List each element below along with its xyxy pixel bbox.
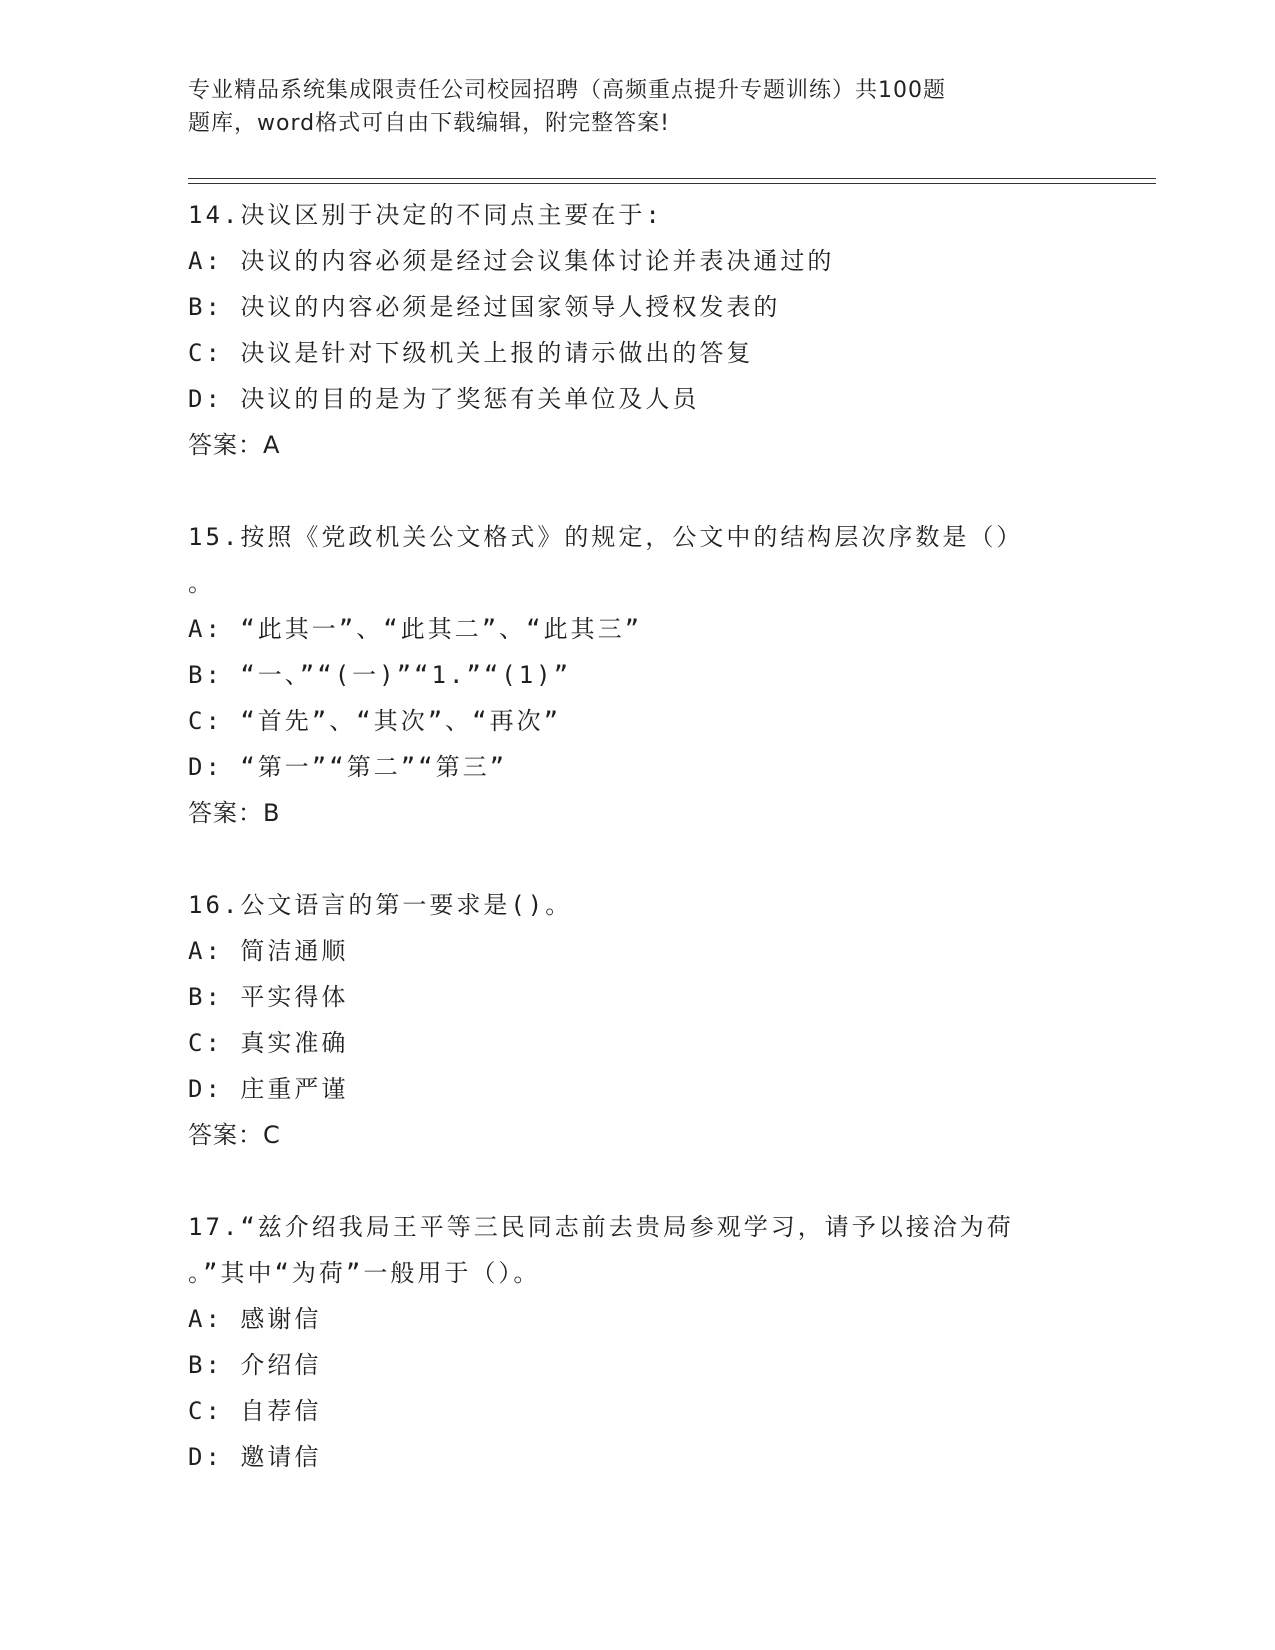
question-17 [188, 1204, 1088, 1480]
question-spacer [188, 836, 1088, 882]
option-c: C: 决议是针对下级机关上报的请示做出的答复 [188, 339, 754, 367]
option-d: D: 庄重严谨 [188, 1075, 349, 1103]
question-16 [188, 882, 1088, 1158]
option-b: B: 决议的内容必须是经过国家领导人授权发表的 [188, 293, 781, 321]
header-line-2: 题库，word格式可自由下载编辑，附完整答案! [188, 111, 670, 136]
option-d: D: “第一”“第二”“第三” [188, 753, 508, 781]
question-stem-continued: 。”其中“为荷”一般用于（）。 [188, 1259, 541, 1287]
question-list [188, 192, 1088, 1480]
option-a: A: 决议的内容必须是经过会议集体讨论并表决通过的 [188, 247, 835, 275]
option-c: C: 真实准确 [188, 1029, 349, 1057]
option-b: B: 介绍信 [188, 1351, 322, 1379]
option-c: C: 自荐信 [188, 1397, 322, 1425]
option-a: A: 感谢信 [188, 1305, 322, 1333]
question-spacer [188, 1158, 1088, 1204]
question-stem-continued: 。 [188, 569, 215, 597]
option-b: B: 平实得体 [188, 983, 349, 1011]
document-header [188, 74, 1068, 140]
answer-line: 答案：C [188, 1121, 281, 1149]
option-b: B: “一、”“(一)”“1.”“(1)” [188, 661, 572, 689]
question-stem: 14.决议区别于决定的不同点主要在于: [188, 201, 663, 229]
option-c: C: “首先”、“其次”、“再次” [188, 707, 562, 735]
option-a: A: “此其一”、“此其二”、“此其三” [188, 615, 643, 643]
header-line-1: 专业精品系统集成限责任公司校园招聘（高频重点提升专题训练）共100题 [188, 78, 946, 103]
question-14 [188, 192, 1088, 468]
question-spacer [188, 468, 1088, 514]
option-d: D: 邀请信 [188, 1443, 322, 1471]
answer-line: 答案：A [188, 431, 281, 459]
option-d: D: 决议的目的是为了奖惩有关单位及人员 [188, 385, 700, 413]
question-stem: 17.“兹介绍我局王平等三民同志前去贵局参观学习，请予以接洽为荷 [188, 1213, 1014, 1241]
question-15 [188, 514, 1088, 836]
header-divider-bottom [188, 183, 1156, 184]
option-a: A: 简洁通顺 [188, 937, 349, 965]
question-stem: 16.公文语言的第一要求是()。 [188, 891, 573, 919]
question-stem: 15.按照《党政机关公文格式》的规定，公文中的结构层次序数是（） [188, 523, 1024, 551]
header-divider-top [188, 178, 1156, 179]
answer-line: 答案：B [188, 799, 281, 827]
